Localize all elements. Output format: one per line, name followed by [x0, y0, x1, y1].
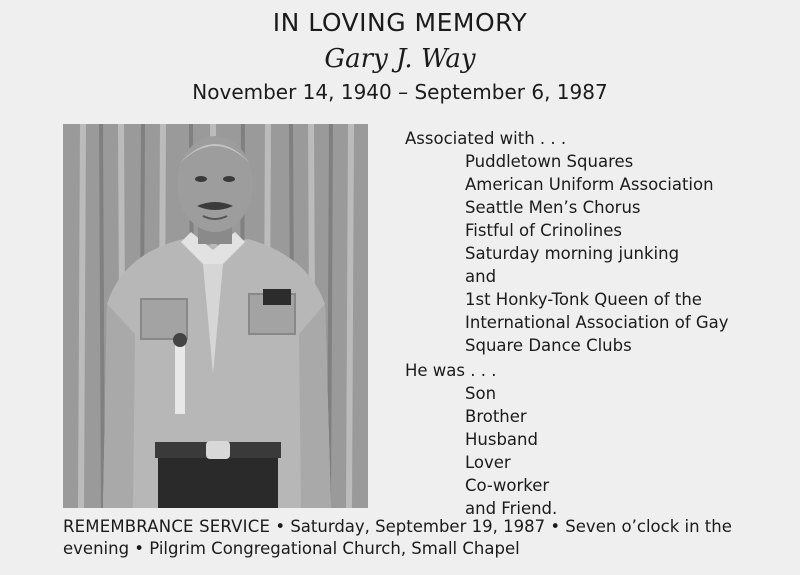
- association-item: Puddletown Squares: [465, 152, 634, 171]
- association-item: Saturday morning junking: [465, 244, 680, 263]
- associations-column: [405, 127, 729, 520]
- role-item: Brother: [465, 407, 527, 426]
- role-item: Lover: [465, 453, 511, 472]
- roles-lead: He was . . .: [405, 361, 497, 380]
- service-line-1: [63, 516, 793, 538]
- role-item: Son: [465, 384, 497, 403]
- association-item: Fistful of Crinolines: [465, 221, 622, 240]
- deceased-name: Gary J. Way: [324, 44, 476, 74]
- remembrance-service: [63, 516, 793, 560]
- notice-heading: IN LOVING MEMORY: [272, 8, 528, 37]
- association-item: and: [465, 267, 497, 286]
- association-item: Square Dance Clubs: [465, 336, 632, 355]
- service-details: • Saturday, September 19, 1987 • Seven o’clock in the: [270, 517, 732, 536]
- portrait-photo: [63, 124, 368, 508]
- service-label: REMEMBRANCE SERVICE: [63, 517, 271, 536]
- association-item: 1st Honky-Tonk Queen of the: [465, 290, 702, 309]
- role-item: Co-worker: [465, 476, 550, 495]
- association-item: American Uniform Association: [465, 175, 714, 194]
- life-dates: November 14, 1940 – September 6, 1987: [192, 80, 608, 104]
- service-line-2: evening • Pilgrim Congregational Church, Small Chapel: [63, 539, 520, 558]
- portrait-illustration: [63, 124, 368, 508]
- role-item: and Friend.: [465, 499, 558, 518]
- association-item: International Association of Gay: [465, 313, 729, 332]
- role-item: Husband: [465, 430, 538, 449]
- association-item: Seattle Men’s Chorus: [465, 198, 641, 217]
- associated-lead: Associated with . . .: [405, 129, 567, 148]
